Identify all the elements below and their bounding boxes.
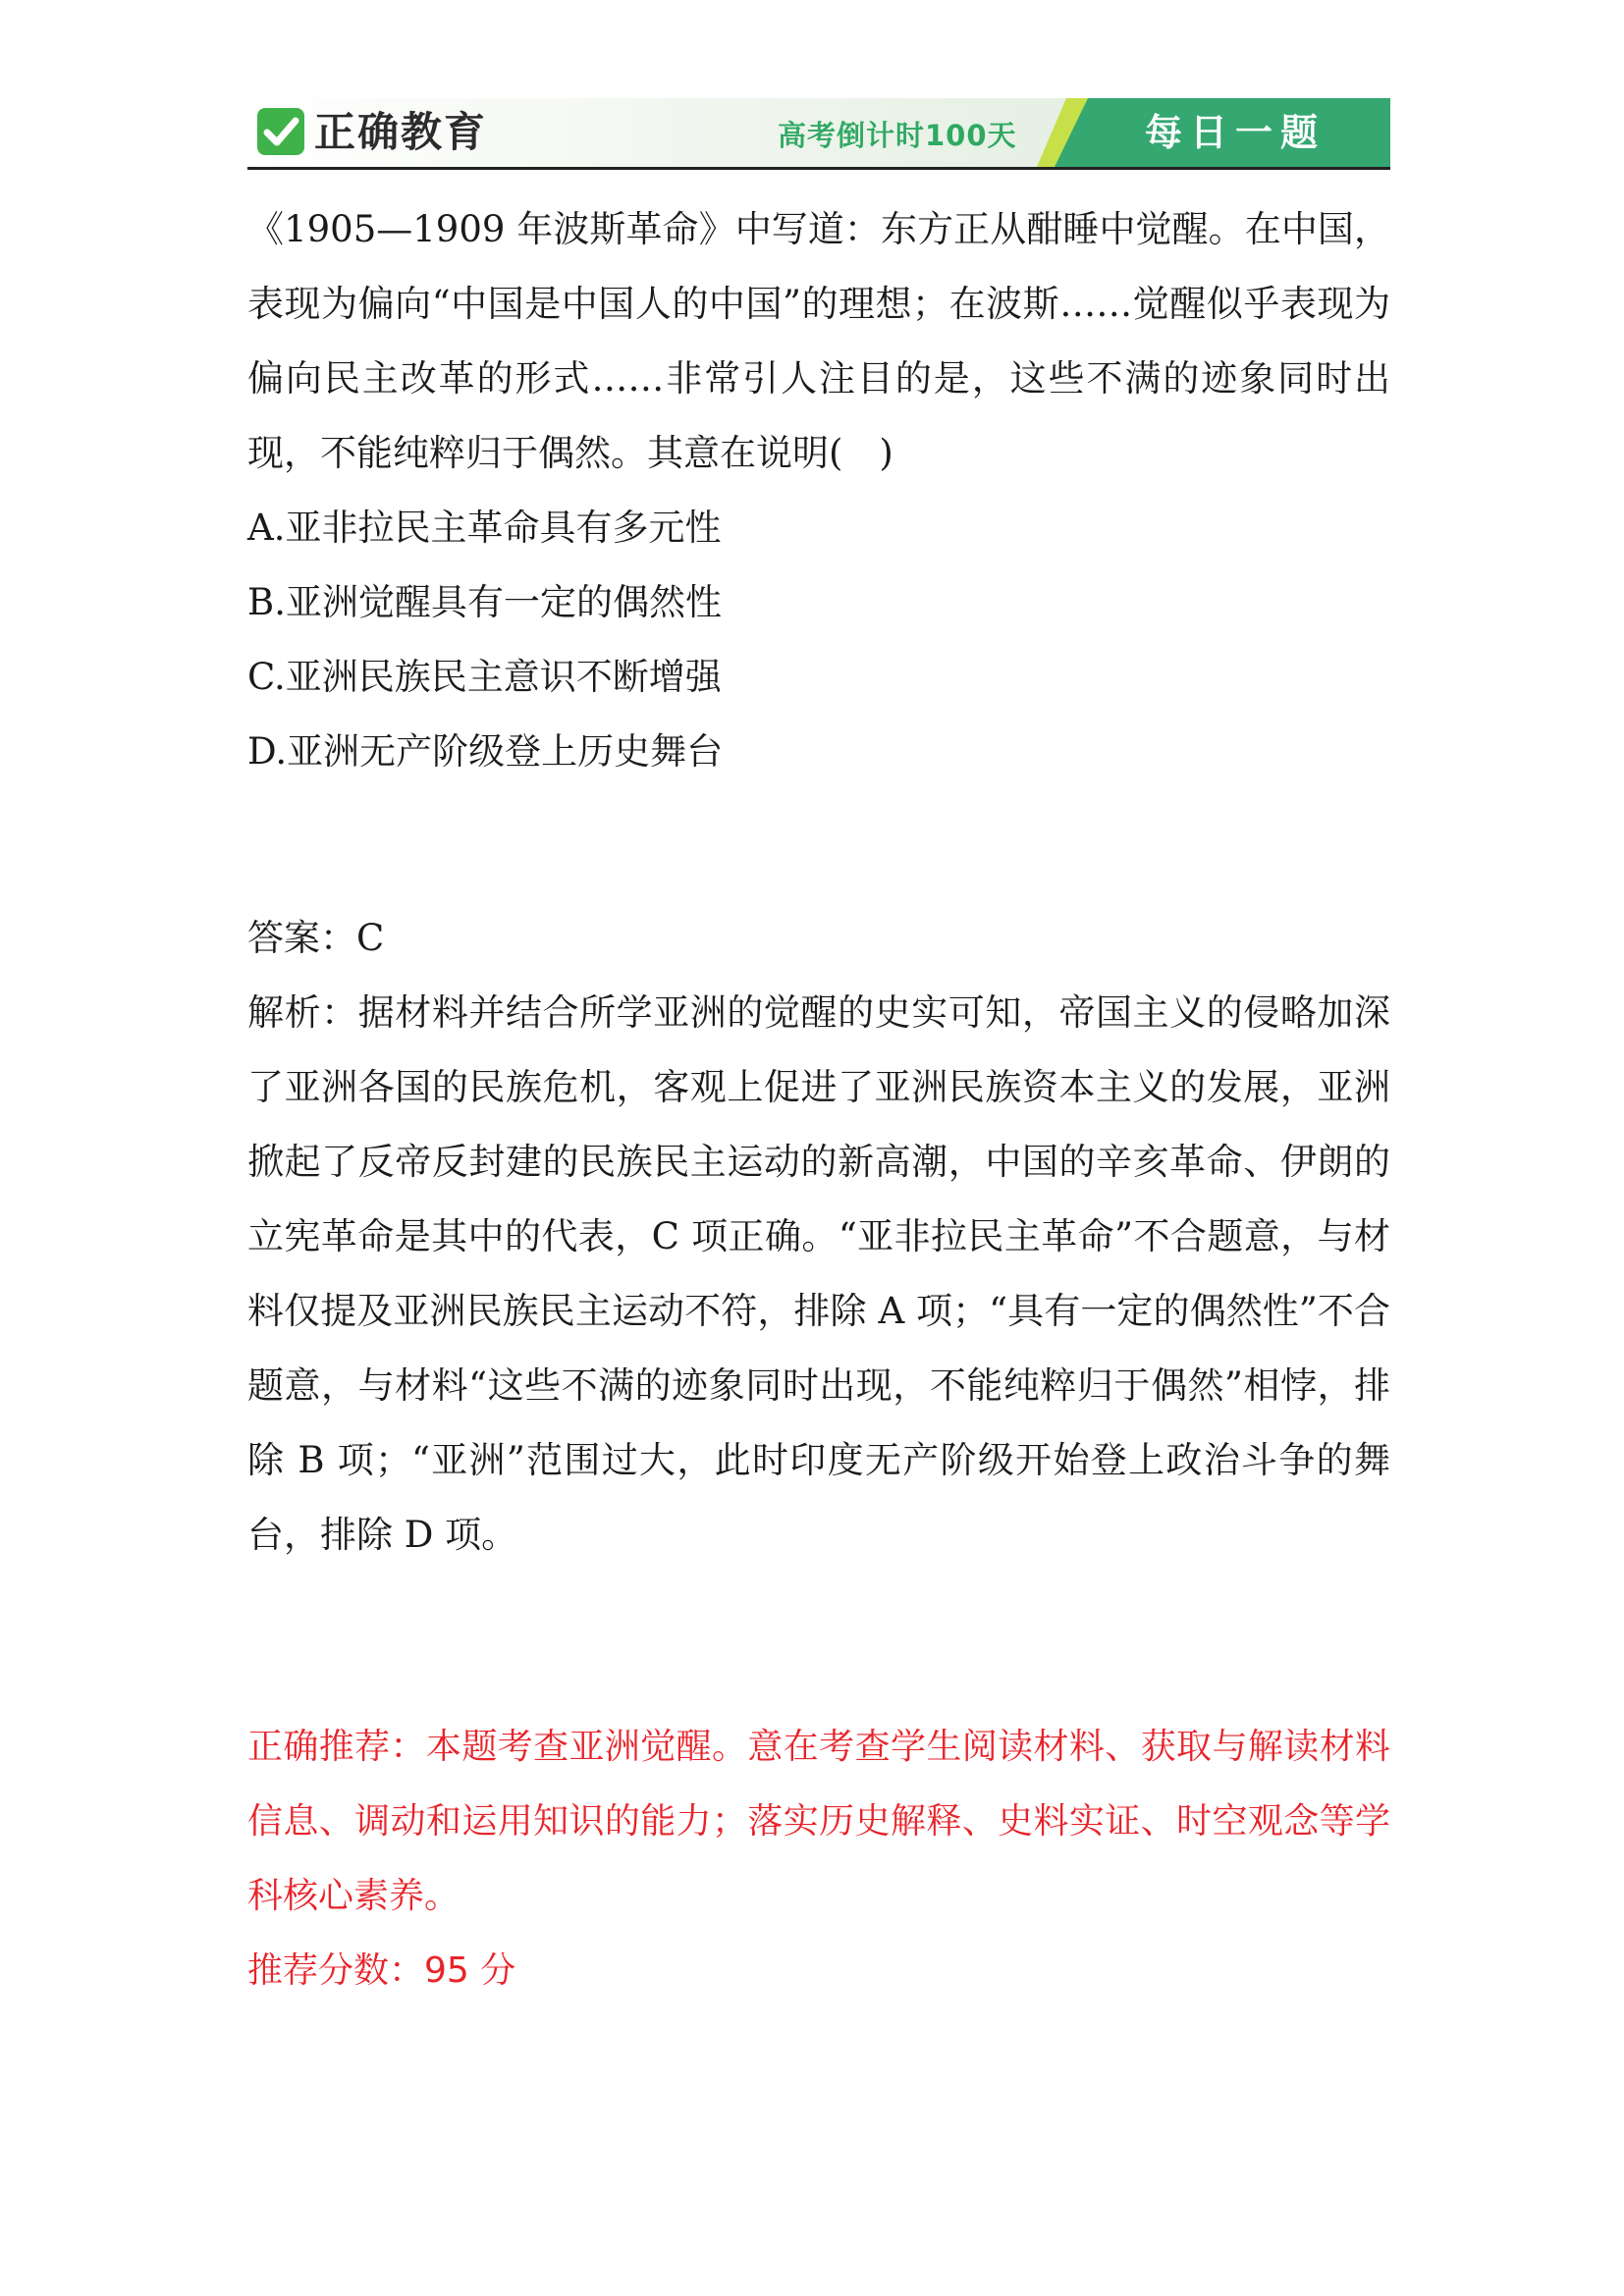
brand-name: 正确教育 — [314, 108, 488, 156]
option-c: C.亚洲民族民主意识不断增强 — [247, 656, 722, 698]
daily-question-label: 每日一题 — [1144, 111, 1326, 154]
check-logo-icon — [257, 108, 304, 155]
page-header — [247, 98, 1390, 167]
answer-label: 答案：C — [247, 917, 385, 959]
daily-question-tab — [1037, 98, 1390, 167]
spacer — [247, 1573, 1390, 1710]
recommendation-text: 正确推荐：本题考查亚洲觉醒。意在考查学生阅读材料、获取与解读材料信息、调动和运用知识的能力；落实历史解释、史料实证、时空观念等学科核心素养。 — [247, 1727, 1390, 1916]
answer-analysis: 解析：据材料并结合所学亚洲的觉醒的史实可知，帝国主义的侵略加深了亚洲各国的民族危机，客观上促进了亚洲民族资本主义的发展，亚洲掀起了反帝反封建的民族民主运动的新高潮，中国的辛亥革命、伊朗的立宪革命是其中的代表，C 项正确。“亚非拉民主革命”不合题意，与材料仅提及亚洲民族民主运动不符，排除 A 项；“具有一定的偶然性”不合题意，与材料“这些不满的迹象同时出现，不能纯粹归于偶然”相悖，排除 B 项；“亚洲”范围过大，此时印度无产阶级开始登上政治斗争的舞台，排除 D 项。 — [247, 991, 1390, 1556]
recommendation-score: 推荐分数：95 分 — [247, 1950, 516, 1991]
option-b: B.亚洲觉醒具有一定的偶然性 — [247, 581, 722, 623]
spacer — [247, 789, 1390, 901]
option-list — [247, 491, 1390, 789]
option-d: D.亚洲无产阶级登上历史舞台 — [247, 730, 724, 773]
option-a: A.亚非拉民主革命具有多元性 — [247, 507, 722, 549]
countdown-label: 高考倒计时100天 — [778, 119, 1017, 152]
question-stem: 《1905—1909 年波斯革命》中写道：东方正从酣睡中觉醒。在中国，表现为偏向“中国是中国人的中国”的理想；在波斯……觉醒似乎表现为偏向民主改革的形式……非常引人注目的是，这些不满的迹象同时出现，不能纯粹归于偶然。其意在说明( ) — [247, 208, 1390, 474]
header-divider — [247, 167, 1390, 170]
question-content — [247, 192, 1390, 2008]
